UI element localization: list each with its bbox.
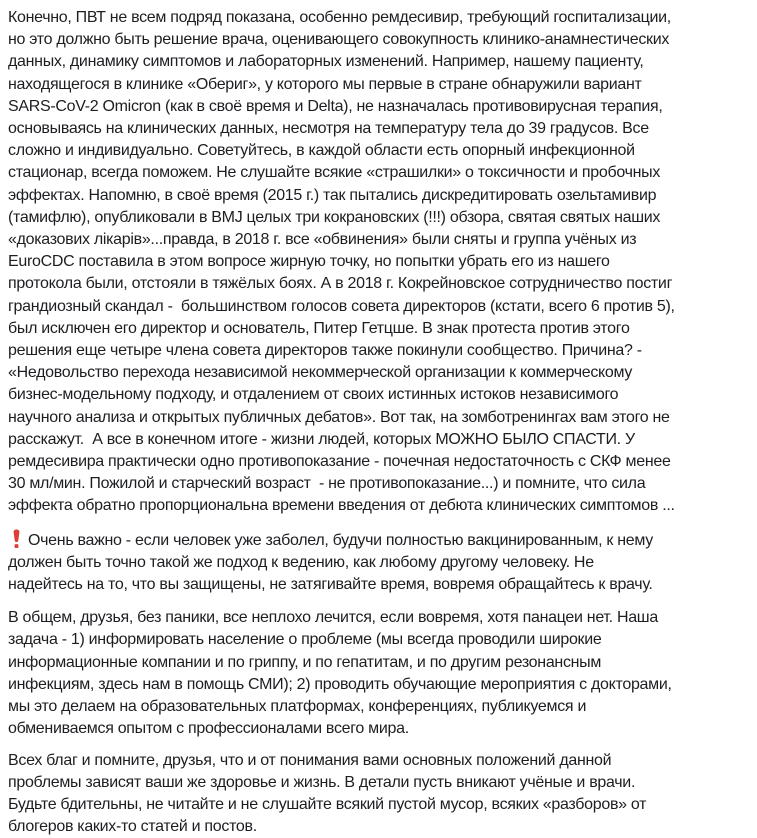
text-line: грандиозный скандал - большинством голосов совета директоров (кстати, всего 6 против 5), xyxy=(8,296,749,318)
text-line: ремдесивира практически одно противопоказание - почечная недостаточность с СКФ менее xyxy=(8,451,749,473)
paragraph-1 xyxy=(8,7,749,518)
text-line: должен быть точно такой же подход к ведению, как любому другому человеку. Не xyxy=(8,552,749,574)
text-line: (тамифлю), опубликовали в BMJ целых три кокрановских (!!!) обзора, святая святых наших xyxy=(8,207,749,229)
text-line: блогеров каких-то статей и постов. xyxy=(8,816,749,838)
text-line: надейтесь на то, что вы защищены, не затягивайте время, вовремя обращайтесь к врачу. xyxy=(8,574,749,596)
paragraph-2-important xyxy=(8,529,749,597)
text-line: Конечно, ПВТ не всем подряд показана, особенно ремдесивир, требующий госпитализации, xyxy=(8,7,749,29)
text-line: научного анализа и открытых публичных дебатов». Вот так, на зомботренингах вам этого не xyxy=(8,407,749,429)
text-line: Будьте бдительны, не читайте и не слушайте всякий пустой мусор, всяких «разборов» от xyxy=(8,794,749,816)
text-line: расскажут. А все в конечном итоге - жизни людей, которых МОЖНО БЫЛО СПАСТИ. У xyxy=(8,429,749,451)
text-line: бизнес-модельному подходу, и отдалением от своих истинных истоков независимого xyxy=(8,384,749,406)
text-line: находящегося в клинике «Обериг», у которого мы первые в стране обнаружили вариант xyxy=(8,74,749,96)
text-line: решения еще четыре члена совета директоров также покинули сообщество. Причина? - xyxy=(8,340,749,362)
text-line: но это должно быть решение врача, оценивающего совокупность клинико-анамнестических xyxy=(8,29,749,51)
text-line: информационные компании и по гриппу, и по гепатитам, и по другим резонансным xyxy=(8,652,749,674)
text-line: сложно и индивидуально. Советуйтесь, в каждой области есть опорный инфекционной xyxy=(8,140,749,162)
text-line: «доказових лікарів»...правда, в 2018 г. все «обвинения» были сняты и группа учёных из xyxy=(8,229,749,251)
text-line: мы это делаем на образовательных платформах, конференциях, публикуемся и xyxy=(8,696,749,718)
text-line: эффектах. Напомню, в своё время (2015 г.) так пытались дискредитировать озельтамивир xyxy=(8,185,749,207)
text-line: EuroCDC поставила в этом вопросе жирную точку, но попытки убрать его из нашего xyxy=(8,251,749,273)
text-line: SARS-CoV-2 Omicron (как в своё время и Delta), не назначалась противовирусная терапия, xyxy=(8,96,749,118)
text-line xyxy=(8,529,749,552)
text-line: 30 мл/мин. Пожилой и старческий возраст - не противопоказание...) и помните, что сила xyxy=(8,473,749,495)
text-line: «Недовольство перехода независимой некоммерческой организации к коммерческому xyxy=(8,362,749,384)
red-exclamation-icon xyxy=(12,529,21,548)
text-line: стационар, всегда поможем. Не слушайте всякие «страшилки» о токсичности и пробочных xyxy=(8,162,749,184)
text-line: протокола были, отстояли в тяжёлых боях. А в 2018 г. Кокрейновское сотрудничество постиг xyxy=(8,273,749,295)
text-line: данных, динамику симптомов и лабораторных изменений. Например, нашему пациенту, xyxy=(8,51,749,73)
text-line: В общем, друзья, без паники, все неплохо лечится, если вовремя, хотя панацеи нет. Наша xyxy=(8,607,749,629)
text-line: обмениваемся опытом с профессионалами всего мира. xyxy=(8,718,749,740)
text-line: проблемы зависят ваши же здоровье и жизнь. В детали пусть вникают учёные и врачи. xyxy=(8,772,749,794)
text-line: задача - 1) информировать население о проблеме (мы всегда проводили широкие xyxy=(8,629,749,651)
text-line: основываясь на клинических данных, несмотря на температуру тела до 39 градусов. Все xyxy=(8,118,749,140)
paragraph-3 xyxy=(8,607,749,740)
paragraph-4 xyxy=(8,750,749,838)
line-text: Очень важно - если человек уже заболел, будучи полностью вакцинированным, к нему xyxy=(28,532,653,549)
text-line: эффекта обратно пропорциональна времени введения от дебюта клинических симптомов ... xyxy=(8,495,749,517)
text-line: Всех благ и помните, друзья, что и от понимания вами основных положений данной xyxy=(8,750,749,772)
text-line: инфекциям, здесь нам в помощь СМИ); 2) проводить обучающие мероприятия с докторами, xyxy=(8,674,749,696)
text-line: был исключен его директор и основатель, Питер Гетцше. В знак протеста против этого xyxy=(8,318,749,340)
